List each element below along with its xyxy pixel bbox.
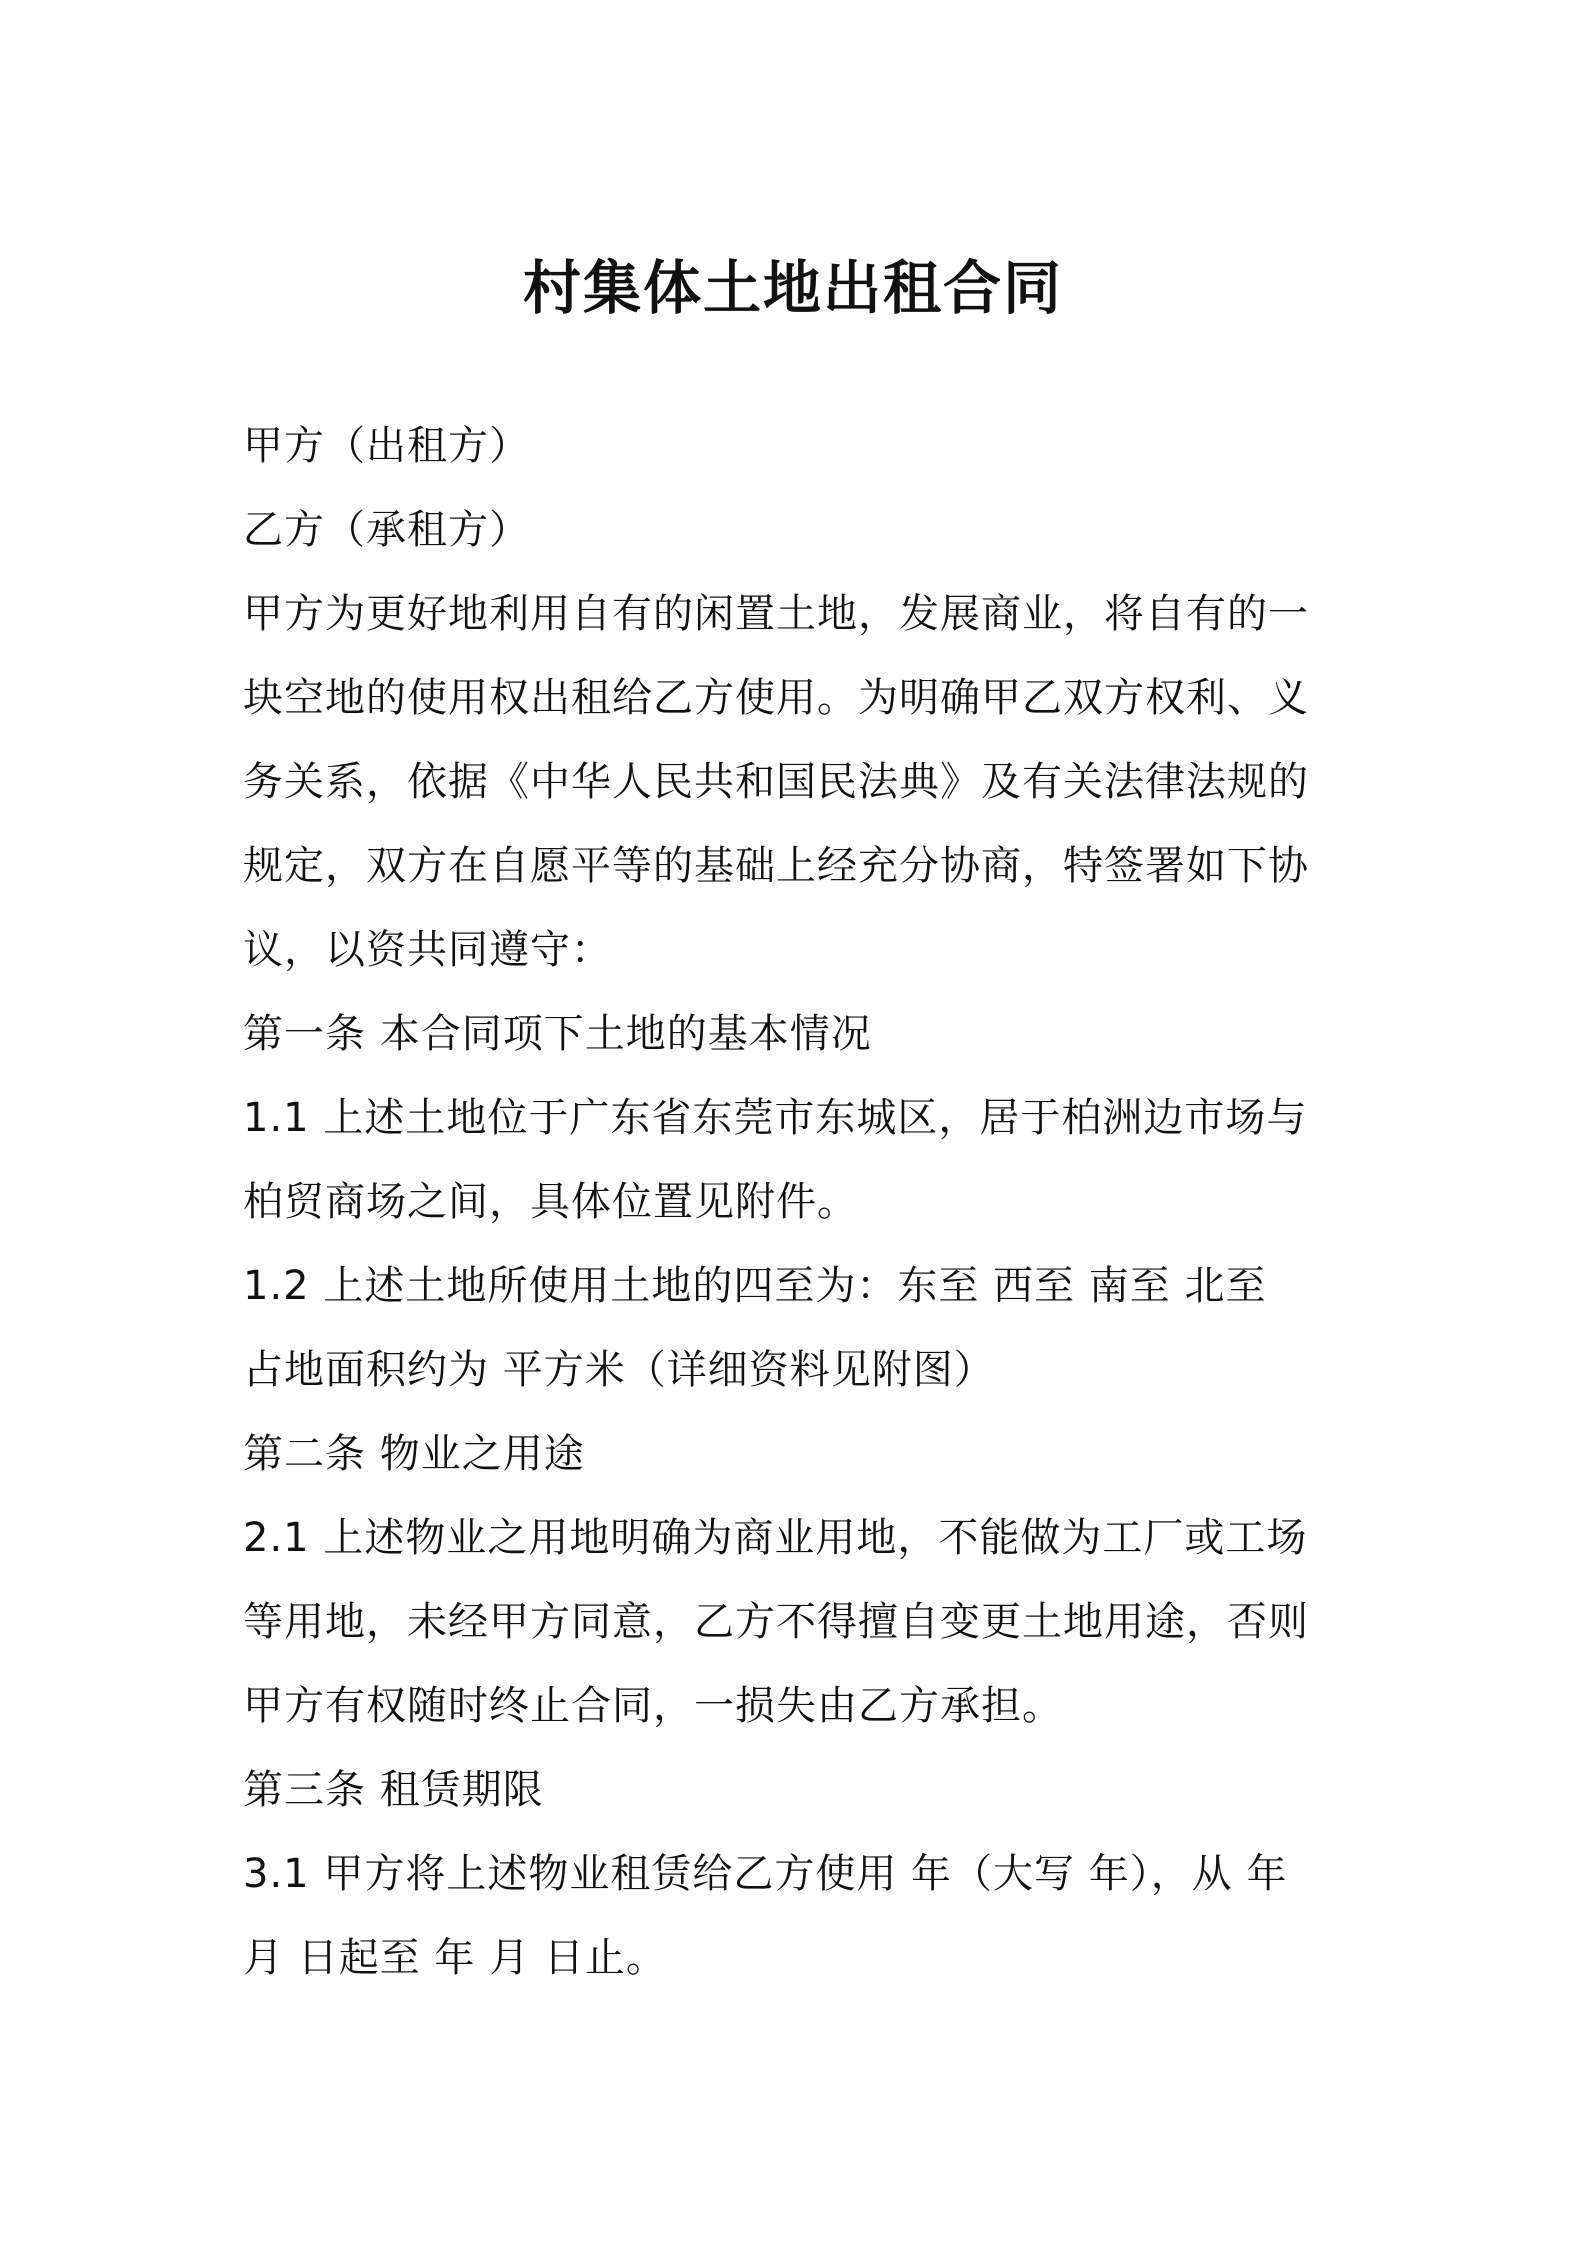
- article-2-heading: 第二条 物业之用途: [243, 1431, 585, 1477]
- clause-1-1-line-2: 柏贸商场之间，具体位置见附件。: [243, 1179, 858, 1225]
- clause-1-1-line-1: 1.1 上述土地位于广东省东莞市东城区，居于柏洲边市场与: [243, 1095, 1308, 1141]
- document-title: 村集体土地出租合同: [522, 254, 1063, 322]
- clause-2-1-line-1: 2.1 上述物业之用地明确为商业用地，不能做为工厂或工场: [243, 1515, 1308, 1561]
- party-a-line: 甲方（出租方）: [243, 423, 530, 469]
- preamble-line-4: 规定，双方在自愿平等的基础上经充分协商，特签署如下协: [243, 843, 1309, 889]
- preamble-line-5: 议，以资共同遵守：: [243, 927, 612, 973]
- preamble-line-3: 务关系，依据《中华人民共和国民法典》及有关法律法规的: [243, 759, 1309, 805]
- preamble-line-1: 甲方为更好地利用自有的闲置土地，发展商业，将自有的一: [243, 591, 1309, 637]
- clause-3-1-line-1: 3.1 甲方将上述物业租赁给乙方使用 年（大写 年），从 年: [243, 1851, 1288, 1897]
- clause-1-2-line-1: 1.2 上述土地所使用土地的四至为：东至 西至 南至 北至: [243, 1263, 1267, 1309]
- clause-2-1-line-2: 等用地，未经甲方同意，乙方不得擅自变更土地用途，否则: [243, 1599, 1309, 1645]
- clause-1-2-line-2: 占地面积约为 平方米（详细资料见附图）: [243, 1347, 995, 1393]
- party-b-line: 乙方（承租方）: [243, 507, 530, 553]
- article-3-heading: 第三条 租赁期限: [243, 1767, 544, 1813]
- article-1-heading: 第一条 本合同项下土地的基本情况: [243, 1011, 872, 1057]
- document-body: [243, 404, 1363, 2000]
- clause-3-1-line-2: 月 日起至 年 月 日止。: [243, 1935, 667, 1981]
- preamble-line-2: 块空地的使用权出租给乙方使用。为明确甲乙双方权利、义: [243, 675, 1309, 721]
- clause-2-1-line-3: 甲方有权随时终止合同，一损失由乙方承担。: [243, 1683, 1063, 1729]
